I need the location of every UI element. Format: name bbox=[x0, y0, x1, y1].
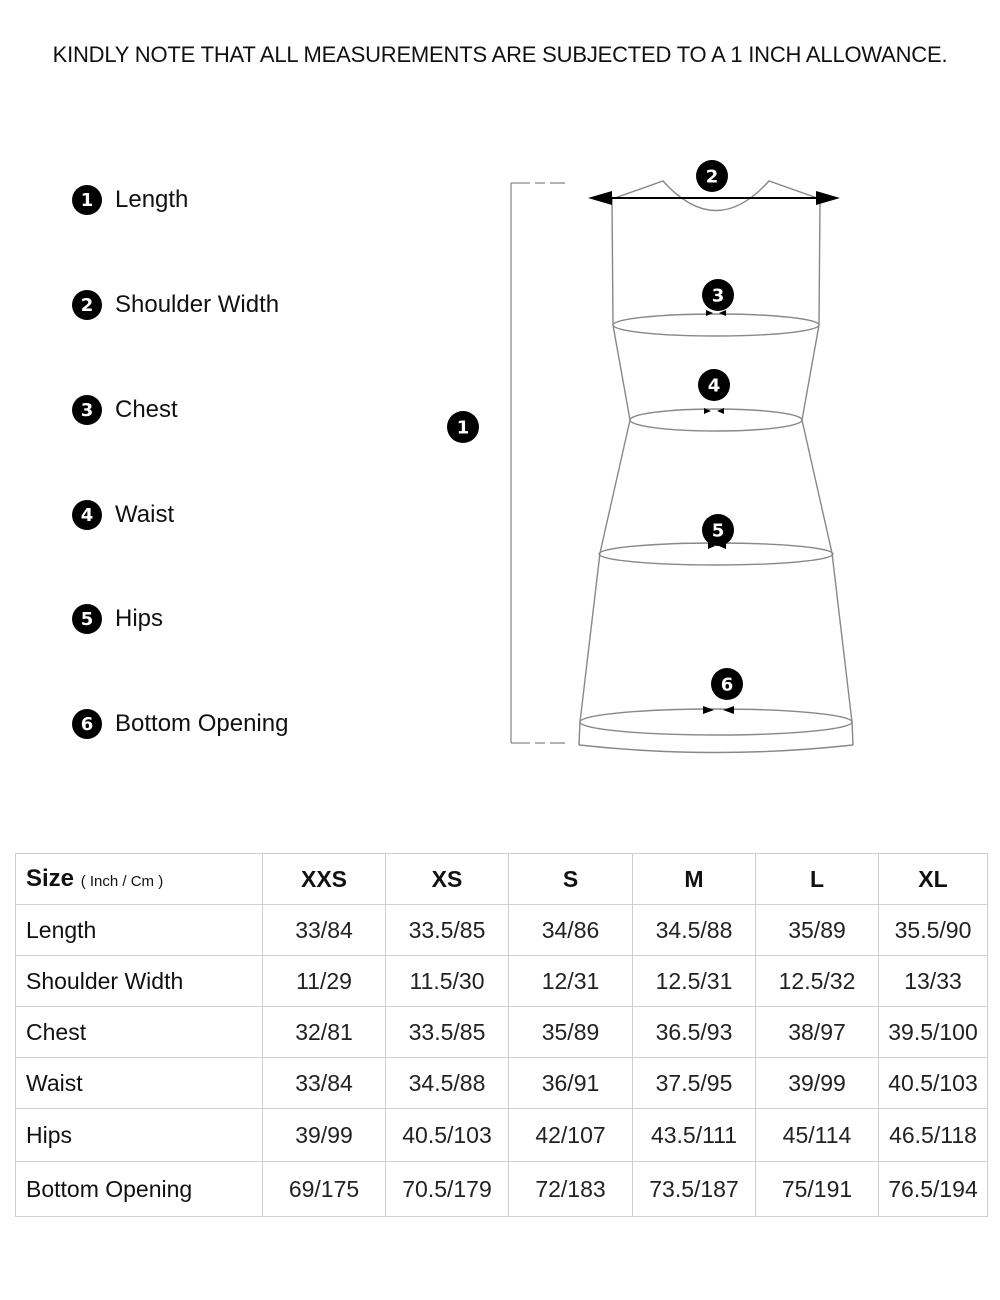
number-badge-1: 1 bbox=[72, 185, 102, 215]
table-cell: 76.5/194 bbox=[879, 1162, 988, 1217]
table-cell: 72/183 bbox=[509, 1162, 633, 1217]
table-cell: 38/97 bbox=[756, 1007, 879, 1058]
table-cell: 37.5/95 bbox=[633, 1058, 756, 1109]
legend-label: Length bbox=[115, 186, 189, 213]
table-cell: 33.5/85 bbox=[386, 905, 509, 956]
row-label: Bottom Opening bbox=[16, 1162, 263, 1217]
size-column-header: XS bbox=[386, 854, 509, 905]
length-bracket bbox=[511, 183, 565, 743]
table-cell: 75/191 bbox=[756, 1162, 879, 1217]
number-badge-3: 3 bbox=[72, 395, 102, 425]
marker-2 bbox=[696, 160, 728, 192]
table-cell: 40.5/103 bbox=[386, 1109, 509, 1162]
marker-5 bbox=[702, 514, 734, 546]
allowance-notice: KINDLY NOTE THAT ALL MEASUREMENTS ARE SUBJECTED TO A 1 INCH ALLOWANCE. bbox=[52, 42, 948, 67]
size-column-header: M bbox=[633, 854, 756, 905]
row-label: Hips bbox=[16, 1109, 263, 1162]
row-label: Waist bbox=[16, 1058, 263, 1109]
table-row bbox=[16, 905, 988, 956]
number-badge-2: 2 bbox=[72, 290, 102, 320]
table-cell: 40.5/103 bbox=[879, 1058, 988, 1109]
size-header-cell bbox=[16, 854, 263, 905]
size-chart-table bbox=[15, 853, 988, 1217]
svg-text:1: 1 bbox=[456, 417, 470, 439]
marker-1 bbox=[447, 411, 479, 443]
table-cell: 36/91 bbox=[509, 1058, 633, 1109]
table-cell: 42/107 bbox=[509, 1109, 633, 1162]
table-cell: 34.5/88 bbox=[633, 905, 756, 956]
size-header-label: Size bbox=[26, 865, 75, 892]
svg-text:6: 6 bbox=[720, 674, 734, 696]
size-column-header: L bbox=[756, 854, 879, 905]
table-cell: 11.5/30 bbox=[386, 956, 509, 1007]
svg-text:5: 5 bbox=[711, 520, 725, 542]
table-cell: 33/84 bbox=[263, 1058, 386, 1109]
table-cell: 35/89 bbox=[509, 1007, 633, 1058]
table-row bbox=[16, 956, 988, 1007]
legend-label: Waist bbox=[115, 501, 175, 528]
chest-arrows bbox=[706, 310, 726, 316]
size-column-header: XL bbox=[879, 854, 988, 905]
table-cell: 33.5/85 bbox=[386, 1007, 509, 1058]
table-header-row bbox=[16, 854, 988, 905]
svg-text:4: 4 bbox=[707, 375, 721, 397]
table-cell: 13/33 bbox=[879, 956, 988, 1007]
number-badge-5: 5 bbox=[72, 604, 102, 634]
table-cell: 12.5/31 bbox=[633, 956, 756, 1007]
table-cell: 39/99 bbox=[756, 1058, 879, 1109]
row-label: Shoulder Width bbox=[16, 956, 263, 1007]
table-cell: 33/84 bbox=[263, 905, 386, 956]
table-cell: 35.5/90 bbox=[879, 905, 988, 956]
table-row bbox=[16, 1007, 988, 1058]
unit-note: ( Inch / Cm ) bbox=[80, 873, 164, 890]
table-cell: 12.5/32 bbox=[756, 956, 879, 1007]
table-cell: 39.5/100 bbox=[879, 1007, 988, 1058]
legend-label: Shoulder Width bbox=[115, 291, 280, 318]
table-cell: 73.5/187 bbox=[633, 1162, 756, 1217]
dress-outline bbox=[579, 181, 853, 753]
table-cell: 69/175 bbox=[263, 1162, 386, 1217]
marker-6 bbox=[711, 668, 743, 700]
table-cell: 70.5/179 bbox=[386, 1162, 509, 1217]
table-cell: 43.5/111 bbox=[633, 1109, 756, 1162]
table-cell: 35/89 bbox=[756, 905, 879, 956]
number-badge-4: 4 bbox=[72, 500, 102, 530]
number-badge-6: 6 bbox=[72, 709, 102, 739]
row-label: Chest bbox=[16, 1007, 263, 1058]
svg-text:3: 3 bbox=[711, 285, 725, 307]
marker-4 bbox=[698, 369, 730, 401]
size-column-header: XXS bbox=[263, 854, 386, 905]
table-cell: 34/86 bbox=[509, 905, 633, 956]
svg-text:2: 2 bbox=[705, 166, 719, 188]
legend-label: Hips bbox=[115, 605, 164, 632]
table-row bbox=[16, 1109, 988, 1162]
table-row bbox=[16, 1162, 988, 1217]
table-cell: 11/29 bbox=[263, 956, 386, 1007]
legend-label: Bottom Opening bbox=[115, 710, 289, 737]
table-cell: 36.5/93 bbox=[633, 1007, 756, 1058]
legend-label: Chest bbox=[115, 396, 178, 423]
table-cell: 45/114 bbox=[756, 1109, 879, 1162]
size-column-header: S bbox=[509, 854, 633, 905]
table-cell: 32/81 bbox=[263, 1007, 386, 1058]
marker-3 bbox=[702, 279, 734, 311]
table-cell: 12/31 bbox=[509, 956, 633, 1007]
table-cell: 34.5/88 bbox=[386, 1058, 509, 1109]
table-row bbox=[16, 1058, 988, 1109]
table-cell: 39/99 bbox=[263, 1109, 386, 1162]
table-cell: 46.5/118 bbox=[879, 1109, 988, 1162]
bottom-arrows bbox=[703, 706, 734, 714]
row-label: Length bbox=[16, 905, 263, 956]
